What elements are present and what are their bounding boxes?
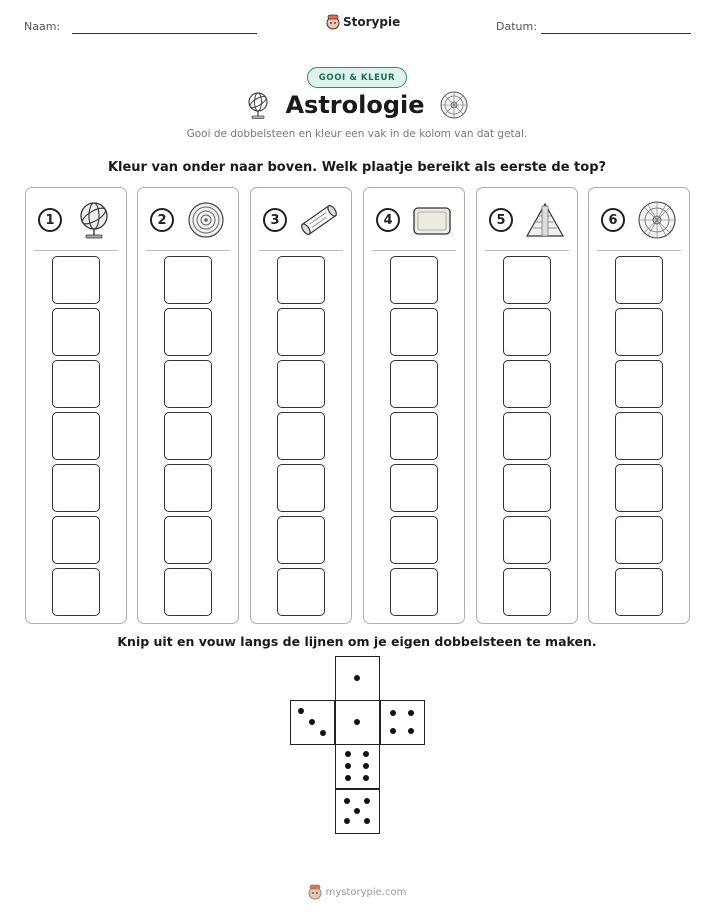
color-cell[interactable] — [164, 308, 212, 356]
color-cell[interactable] — [52, 308, 100, 356]
color-cell[interactable] — [390, 256, 438, 304]
die-face-1 — [335, 656, 380, 701]
column-number: 6 — [601, 208, 625, 232]
subtitle: Gooi de dobbelsteen en kleur een vak in de kolom van dat getal. — [186, 128, 528, 140]
column-header — [477, 198, 577, 244]
color-cell[interactable] — [277, 464, 325, 512]
color-cell[interactable] — [390, 464, 438, 512]
column-header — [26, 198, 126, 244]
die-pip — [354, 675, 360, 681]
column-divider — [597, 250, 681, 251]
color-cell[interactable] — [277, 360, 325, 408]
die-pip — [345, 775, 351, 781]
die-face-1 — [335, 700, 380, 745]
die-pip — [390, 728, 396, 734]
column-header — [589, 198, 689, 244]
die-pip — [345, 751, 351, 757]
column-4 — [363, 187, 465, 624]
name-label: Naam: — [24, 20, 61, 33]
column-header — [138, 198, 238, 244]
die-pip — [354, 808, 360, 814]
column-number: 1 — [38, 208, 62, 232]
die-pip — [363, 775, 369, 781]
color-cell[interactable] — [503, 308, 551, 356]
die-pip — [364, 818, 370, 824]
die-pip — [345, 763, 351, 769]
column-number: 2 — [150, 208, 174, 232]
color-cell[interactable] — [277, 568, 325, 616]
zodiac-wheel-icon — [635, 200, 679, 240]
color-cell[interactable] — [164, 464, 212, 512]
color-cell[interactable] — [164, 256, 212, 304]
title-row — [0, 90, 714, 120]
color-cell[interactable] — [615, 568, 663, 616]
column-number: 5 — [489, 208, 513, 232]
color-cell[interactable] — [390, 412, 438, 460]
color-cell[interactable] — [52, 256, 100, 304]
column-divider — [146, 250, 230, 251]
date-label: Datum: — [496, 20, 537, 33]
column-header — [364, 198, 464, 244]
column-6 — [588, 187, 690, 624]
brand-logo — [326, 14, 400, 30]
color-cell[interactable] — [503, 412, 551, 460]
activity-badge: GOOI & KLEUR — [307, 67, 407, 88]
die-face-3 — [290, 700, 335, 745]
die-face-6 — [335, 744, 380, 789]
column-3 — [250, 187, 352, 624]
color-cell[interactable] — [615, 464, 663, 512]
footer — [0, 884, 714, 900]
column-number: 3 — [263, 208, 287, 232]
die-pip — [344, 818, 350, 824]
color-cell[interactable] — [503, 464, 551, 512]
page-title: Astrologie — [285, 91, 425, 119]
color-cell[interactable] — [615, 360, 663, 408]
column-2 — [137, 187, 239, 624]
column-number: 4 — [376, 208, 400, 232]
zodiac-wheel-icon — [439, 90, 469, 120]
color-cell[interactable] — [390, 308, 438, 356]
die-pip — [363, 763, 369, 769]
die-pip — [309, 719, 315, 725]
color-cell[interactable] — [503, 256, 551, 304]
color-cell[interactable] — [390, 360, 438, 408]
color-cell[interactable] — [277, 256, 325, 304]
die-face-5 — [335, 789, 380, 834]
instruction: Kleur van onder naar boven. Welk plaatje bereikt als eerste de top? — [107, 160, 607, 175]
color-cell[interactable] — [503, 360, 551, 408]
footer-url[interactable]: mystorypie.com — [325, 886, 407, 898]
columns-grid — [25, 187, 690, 624]
column-5 — [476, 187, 578, 624]
column-divider — [34, 250, 118, 251]
cut-instruction: Knip uit en vouw langs de lijnen om je eigen dobbelsteen te maken. — [117, 634, 597, 649]
color-cell[interactable] — [52, 412, 100, 460]
color-cell[interactable] — [390, 516, 438, 564]
die-pip — [364, 798, 370, 804]
color-cell[interactable] — [615, 308, 663, 356]
armillary-sphere-icon — [245, 90, 271, 120]
name-line[interactable] — [72, 33, 257, 34]
column-header — [251, 198, 351, 244]
die-net — [290, 656, 425, 836]
column-divider — [259, 250, 343, 251]
column-1 — [25, 187, 127, 624]
color-cell[interactable] — [52, 568, 100, 616]
color-cell[interactable] — [503, 568, 551, 616]
color-cell[interactable] — [164, 568, 212, 616]
color-cell[interactable] — [615, 516, 663, 564]
color-cell[interactable] — [164, 412, 212, 460]
column-divider — [372, 250, 456, 251]
die-pip — [354, 719, 360, 725]
column-divider — [485, 250, 569, 251]
color-cell[interactable] — [52, 516, 100, 564]
pyramid-icon — [523, 200, 567, 240]
color-cell[interactable] — [615, 412, 663, 460]
scroll-icon — [297, 200, 341, 240]
color-cell[interactable] — [164, 516, 212, 564]
color-cell[interactable] — [277, 412, 325, 460]
storypie-mascot-icon — [326, 14, 340, 30]
color-cell[interactable] — [277, 516, 325, 564]
armillary-sphere-icon — [72, 200, 116, 240]
stone-tablet-icon — [410, 200, 454, 240]
color-cell[interactable] — [52, 464, 100, 512]
date-line[interactable] — [541, 33, 691, 34]
die-pip — [408, 710, 414, 716]
die-pip — [408, 728, 414, 734]
brand-name: Storypie — [343, 15, 401, 29]
die-pip — [344, 798, 350, 804]
color-cell[interactable] — [390, 568, 438, 616]
die-pip — [390, 710, 396, 716]
zodiac-rings-icon — [184, 200, 228, 240]
storypie-mascot-icon — [308, 884, 322, 900]
color-cell[interactable] — [277, 308, 325, 356]
color-cell[interactable] — [164, 360, 212, 408]
die-pip — [298, 708, 304, 714]
die-pip — [363, 751, 369, 757]
die-face-4 — [380, 700, 425, 745]
die-pip — [320, 730, 326, 736]
color-cell[interactable] — [615, 256, 663, 304]
color-cell[interactable] — [52, 360, 100, 408]
color-cell[interactable] — [503, 516, 551, 564]
